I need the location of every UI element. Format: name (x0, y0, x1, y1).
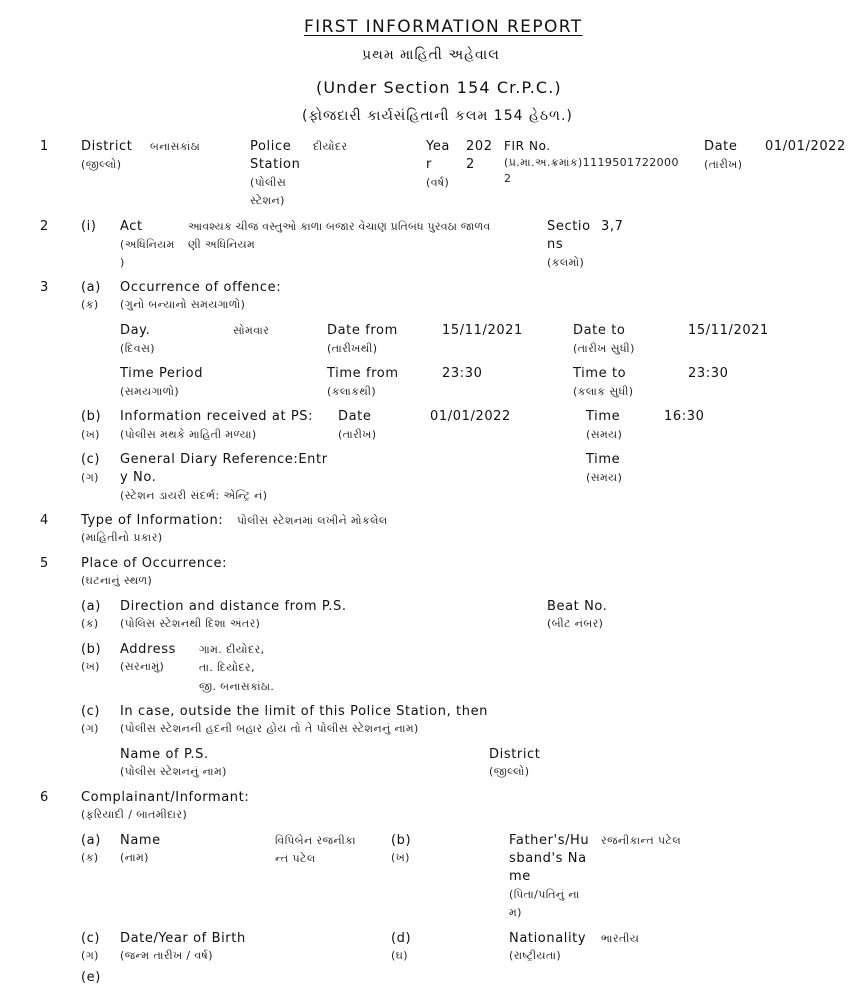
year-label-gu: (વર્ષ) (426, 176, 450, 189)
complainant-label: Complainant/Informant: (81, 790, 250, 805)
address-line-3: જી. બનાસકાંઠા. (199, 680, 275, 693)
ps-name-label: Name of P.S. (120, 747, 209, 762)
day-value: સોમવાર (233, 324, 270, 337)
info-type-label-gu: (માહિતીનો પ્રકાર) (81, 531, 163, 544)
day-label-gu: (દિવસ) (120, 342, 155, 355)
subsection-marker: (a) (81, 833, 101, 848)
subsection-marker-gu: (ક) (81, 617, 99, 630)
time-from-value: 23:30 (442, 366, 483, 381)
section-number: 6 (40, 790, 49, 805)
gd-time-label: Time (586, 452, 621, 467)
name-label: Name (120, 833, 161, 848)
section-number: 2 (40, 219, 49, 234)
time-to-value: 23:30 (688, 366, 729, 381)
beat-label-gu: (બીટ નંબર) (547, 617, 604, 630)
gd-time-label-gu: (સમય) (586, 471, 623, 484)
nationality-label-gu: (રાષ્ટ્રીયતા) (509, 949, 562, 962)
act-value: આવશ્યક ચીજ વસ્તુઓ કાળા બજાર વેચાણ પ્રતિબંધ પુરવઠા જાળવ (188, 220, 491, 233)
subsection-marker: (c) (81, 704, 101, 719)
police-station-label-2: Station (250, 157, 301, 172)
address-label: Address (120, 642, 176, 657)
sections-label-2: ns (547, 237, 564, 252)
outside-district-label-gu: (જીલ્લો) (489, 765, 530, 778)
sections-label: Sectio (547, 219, 591, 234)
date-from-label-gu: (તારીખથી) (327, 342, 378, 355)
police-station-label-gu-2: સ્ટેશન) (250, 194, 285, 207)
sections-value: 3,7 (601, 219, 624, 234)
date-to-label-gu: (તારીખ સુધી) (573, 342, 635, 355)
subsection-marker: (b) (81, 642, 102, 657)
info-received-label: Information received at PS: (120, 409, 314, 424)
year-label: Yea (426, 139, 450, 154)
outside-limit-label: In case, outside the limit of this Police Station, then (120, 704, 489, 719)
name-label-gu: (નામ) (120, 851, 149, 864)
time-period-label: Time Period (120, 366, 204, 381)
fir-date-label: Date (704, 139, 738, 154)
complainant-label-gu: (ફરિયાદી / બાતમીદાર) (81, 808, 188, 821)
occurrence-label: Occurrence of offence: (120, 280, 282, 295)
date-from-label: Date from (327, 323, 398, 338)
police-station-label-gu: (પોલીસ (250, 176, 287, 189)
nationality-value: ભારતીય (601, 932, 640, 945)
section-number: 1 (40, 139, 49, 154)
gd-reference-label-gu: (સ્ટેશન ડાયરી સંદર્ભ: એન્ટ્રિ નં) (120, 489, 268, 502)
gd-reference-label-2: y No. (120, 470, 157, 485)
time-from-label-gu: (કલાકથી) (327, 385, 377, 398)
police-station-label: Police (250, 139, 292, 154)
act-label: Act (120, 219, 143, 234)
father-name-label-gu-2: મ) (509, 906, 522, 919)
time-to-label-gu: (કલાક સુધી) (573, 385, 634, 398)
fir-number-label: FIR No. (504, 139, 551, 153)
info-time-value: 16:30 (664, 409, 705, 424)
section-number: 3 (40, 280, 49, 295)
info-date-label: Date (338, 409, 372, 424)
report-title-gu: પ્રથમ માહિતી અહેવાલ (362, 47, 500, 63)
info-received-label-gu: (પોલીસ મથકે માહિતી મળ્યા) (120, 428, 257, 441)
fir-date-value: 01/01/2022 (765, 139, 846, 154)
act-label-gu-3: ) (120, 256, 125, 269)
father-name-label-gu: (પિતા/પતિનું ના (509, 888, 580, 901)
dob-label: Date/Year of Birth (120, 931, 246, 946)
district-label: District (81, 139, 133, 154)
direction-label: Direction and distance from P.S. (120, 599, 347, 614)
sections-label-gu: (કલમો) (547, 256, 585, 269)
date-to-label: Date to (573, 323, 626, 338)
subsection-marker: (b) (81, 409, 102, 424)
subsection-marker: (d) (391, 931, 412, 946)
name-value: વિપિબેન રજનીકા (275, 834, 356, 847)
gd-reference-label: General Diary Reference:Entr (120, 452, 328, 467)
report-title: FIRST INFORMATION REPORT (304, 17, 583, 37)
info-type-value: પોલીસ સ્ટેશનમાં લખીને મોકલેલ (237, 514, 388, 527)
info-date-label-gu: (તારીખ) (338, 428, 377, 441)
address-line-2: તા. દિયોદર, (199, 661, 255, 674)
beat-label: Beat No. (547, 599, 608, 614)
place-label: Place of Occurrence: (81, 556, 228, 571)
date-to-value: 15/11/2021 (688, 323, 769, 338)
fir-date-label-gu: (તારીખ) (704, 158, 743, 171)
father-name-label-3: me (509, 869, 531, 884)
nationality-label: Nationality (509, 931, 587, 946)
subsection-marker-gu: (ગ) (81, 471, 99, 484)
day-label: Day. (120, 323, 151, 338)
report-subtitle-gu: (ફોજદારી કાર્યસંહિતાની કલમ 154 હેઠળ.) (302, 108, 573, 124)
subsection-marker-gu: (ઘ) (391, 949, 408, 962)
section-number: 5 (40, 556, 49, 571)
year-value: 202 (466, 139, 493, 154)
name-value-2: ન્ત પટેલ (275, 852, 316, 865)
year-value-2: 2 (466, 157, 475, 172)
subsection-marker-gu: (ખ) (81, 428, 100, 441)
father-name-value: રજનીકાન્ત પટેલ (601, 834, 682, 847)
police-station-value: દીયોદર (313, 140, 348, 153)
info-date-value: 01/01/2022 (430, 409, 511, 424)
subsection-marker-gu: (ક) (81, 851, 99, 864)
info-time-label-gu: (સમય) (586, 428, 623, 441)
subsection-marker-gu: (ખ) (81, 660, 100, 673)
fir-number-value: (પ્ર.મા.અ.ક્રમાંક)1119501722000 (504, 156, 679, 169)
time-from-label: Time from (327, 366, 399, 381)
district-label-gu: (જીલ્લો) (81, 158, 122, 171)
address-line-1: ગામ. દીયોદર, (199, 643, 265, 656)
subsection-marker: (a) (81, 599, 101, 614)
info-time-label: Time (586, 409, 621, 424)
subsection-marker: (a) (81, 280, 101, 295)
ps-name-label-gu: (પોલીસ સ્ટેશનનું નામ) (120, 765, 227, 778)
fir-number-value-2: 2 (504, 172, 512, 185)
date-from-value: 15/11/2021 (442, 323, 523, 338)
district-value: બનાસકાંઠા (150, 140, 201, 153)
subsection-marker: (i) (81, 219, 97, 234)
father-name-label: Father's/Hu (509, 833, 590, 848)
report-subtitle: (Under Section 154 Cr.P.C.) (316, 78, 562, 97)
father-name-label-2: sband's Na (509, 851, 587, 866)
time-period-label-gu: (સમયગાળો) (120, 385, 180, 398)
year-label-2: r (426, 157, 432, 172)
occurrence-label-gu: (ગુનો બન્યાનો સમયગાળો) (120, 298, 246, 311)
outside-limit-label-gu: (પોલીસ સ્ટેશનની હદની બહાર હોય તો તે પોલીસ સ્ટેશનનું નામ) (120, 722, 419, 735)
act-label-gu-2: ણી અધિનિયમ (188, 238, 256, 251)
place-label-gu: (ઘટનાનું સ્થળ) (81, 574, 153, 587)
subsection-marker-gu: (ગ) (81, 722, 99, 735)
subsection-marker-gu: (ક) (81, 298, 99, 311)
subsection-marker: (c) (81, 931, 101, 946)
subsection-marker-gu: (ગ) (81, 949, 99, 962)
direction-label-gu: (પોલિસ સ્ટેશનથી દિશા અંતર) (120, 617, 261, 630)
subsection-marker: (b) (391, 833, 412, 848)
subsection-marker-gu: (ખ) (391, 851, 410, 864)
time-to-label: Time to (573, 366, 627, 381)
info-type-label: Type of Information: (81, 513, 224, 528)
section-number: 4 (40, 513, 49, 528)
subsection-marker: (e) (81, 970, 101, 985)
subsection-marker: (c) (81, 452, 101, 467)
act-label-gu: (અધિનિયમ (120, 238, 175, 251)
outside-district-label: District (489, 747, 541, 762)
dob-label-gu: (જન્મ તારીખ / વર્ષ) (120, 949, 213, 962)
address-label-gu: (સરનામું) (120, 660, 165, 673)
